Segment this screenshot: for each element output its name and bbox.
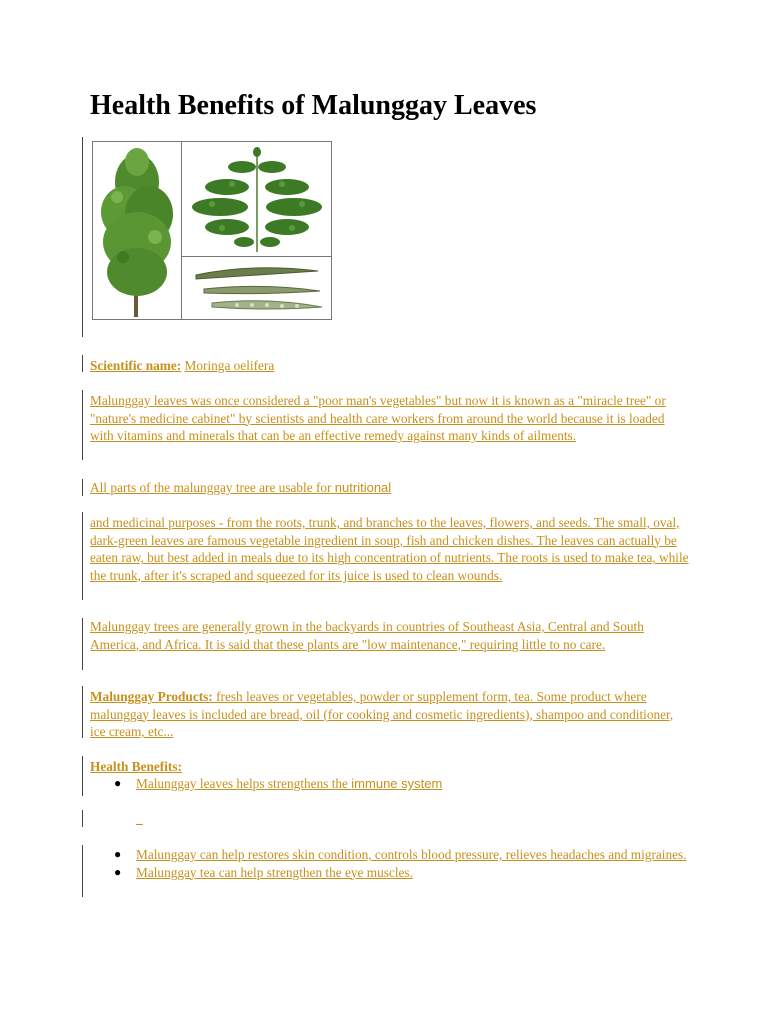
bullet-icon: ● [114,864,122,879]
list-item[interactable] [90,775,690,793]
products-label: Malunggay Products: [90,689,213,704]
list-item[interactable] [90,864,690,882]
benefit-text[interactable]: Malunggay tea can help strengthen the eye muscles. [136,864,413,880]
scientific-name-line [90,357,690,375]
margin-bar [82,618,83,670]
parts-text[interactable]: All parts of the malunggay tree are usable for [90,480,335,495]
products-paragraph[interactable] [90,688,690,741]
intro-text[interactable]: Malunggay leaves was once considered a "poor man's vegetables" but now it is known as a "miracle tree" or "nature's medicine cabinet" by scientists and health care workers from around the world because it is loaded with vitamins and minerals that can be an effective remedy against many kinds of ailments. [90,393,666,444]
margin-bar [82,512,83,600]
benefit-text[interactable]: Malunggay leaves helps strengthens the [136,776,352,791]
pods-image [182,257,331,319]
tree-image [93,142,181,319]
margin-bar [82,137,83,337]
parts-paragraph[interactable] [90,479,690,497]
benefits-label: Health Benefits: [90,759,182,774]
stray-underscore [136,810,176,828]
uses-text[interactable]: and medicinal purposes - from the roots, trunk, and branches to the leaves, flowers, and seeds. The small, oval, dark-green leaves are famous vegetable ingredient in soup, fish and chicken dishes. The leaves can actually be eaten raw, but best added in meals due to its high concentration of nutrients. The roots is used to make tea, while the trunk, after it's scraped and squeezed for its juice is used to clean wounds. [90,515,689,583]
benefits-list [90,846,690,881]
margin-bar [82,686,83,738]
scientific-name-label: Scientific name: [90,358,182,373]
margin-bar [82,756,83,796]
margin-bar [82,390,83,460]
bullet-icon: ● [114,847,122,861]
moringa-figure [92,141,332,320]
margin-bar [82,845,83,897]
list-item[interactable] [90,846,690,864]
benefit-text-tail[interactable]: immune system [351,776,443,791]
growth-paragraph[interactable] [90,618,690,653]
benefits-list [90,775,690,793]
underscore-text: _ [136,811,143,826]
products-text[interactable]: fresh leaves or vegetables, powder or supplement form, tea. Some product where malunggay leaves is included are bread, oil (for cooking and cosmetic ingredients), shampoo and conditioner, ice cream, etc... [90,689,674,740]
bullet-icon: ● [114,776,122,790]
margin-bar [82,355,83,372]
growth-text[interactable]: Malunggay trees are generally grown in the backyards in countries of Southeast Asia, Central and South America, and Africa. It is said that these plants are "low maintenance," requiring little to no care. [90,619,644,652]
margin-bar [82,810,83,827]
scientific-name-value[interactable]: Moringa oelifera [184,358,275,373]
benefit-text[interactable]: Malunggay can help restores skin condition, controls blood pressure, relieves headaches and migraines. [136,847,687,862]
benefits-heading [90,758,690,776]
margin-bar [82,479,83,496]
leaf-image [182,142,331,256]
page-title: Health Benefits of Malunggay Leaves [90,90,537,121]
parts-text-tail[interactable]: nutritional [334,480,392,495]
intro-paragraph[interactable] [90,392,690,445]
uses-paragraph[interactable] [90,514,690,584]
